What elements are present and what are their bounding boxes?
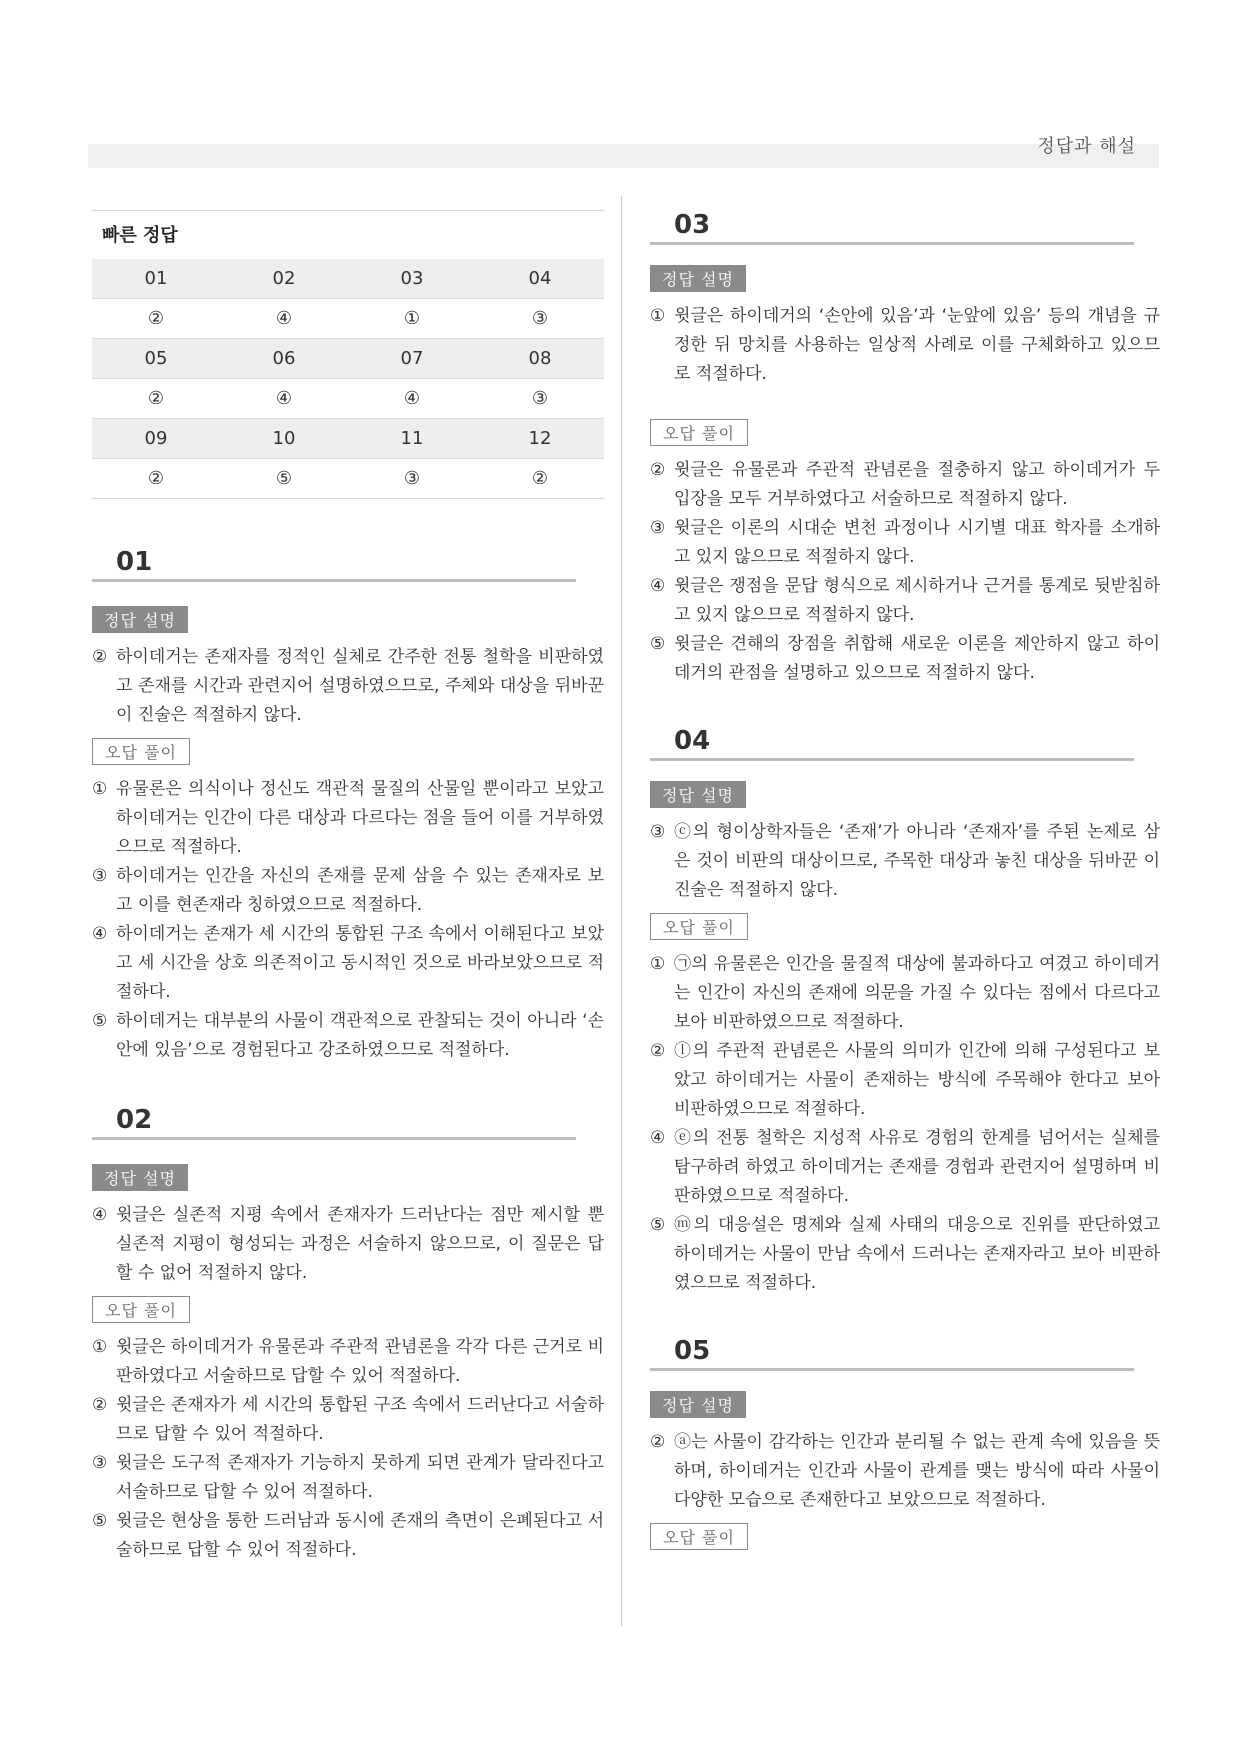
wrong-explanation-tag: 오답 풀이 — [650, 419, 748, 446]
explanation-item — [650, 572, 1160, 630]
choice-mark: ② — [92, 647, 108, 667]
explanation-text: 하이데거는 존재자를 정적인 실체로 간주한 전통 철학을 비판하였고 존재를 시간과 관련지어 설명하였으므로, 주체와 대상을 뒤바꾼 이 진술은 적절하지 않다. — [116, 647, 604, 725]
quick-answers-title: 빠른 정답 — [92, 210, 604, 255]
explanation-item — [92, 1201, 604, 1288]
question-number: 12 — [476, 419, 604, 459]
question-number: 03 — [348, 259, 476, 299]
correct-explanation-tag: 정답 설명 — [92, 1164, 188, 1191]
explanation-text: ㉠의 유물론은 인간을 물질적 대상에 불과하다고 여겼고 하이데거는 인간이 자신의 존재에 의문을 가질 수 있다는 점에서 다르다고 보아 비판하였으므로 적절하다. — [674, 954, 1160, 1032]
choice-mark: ① — [92, 779, 108, 799]
explanation-item — [92, 1333, 604, 1391]
wrong-explanation-tag: 오답 풀이 — [650, 913, 748, 940]
question-number: 02 — [220, 259, 348, 299]
answer-mark: ① — [348, 299, 476, 339]
explanation-item — [650, 1124, 1160, 1211]
answer-mark: ④ — [220, 379, 348, 419]
section-number: 05 — [650, 1336, 1134, 1371]
explanation-text: 윗글은 하이데거의 ‘손안에 있음’과 ‘눈앞에 있음’ 등의 개념을 규정한 뒤 망치를 사용하는 일상적 사례로 이를 구체화하고 있으므로 적절하다. — [674, 306, 1160, 384]
explanation-text: ⓐ는 사물이 감각하는 인간과 분리될 수 없는 관계 속에 있음을 뜻하며, 하이데거는 인간과 사물이 관계를 맺는 방식에 따라 사물이 다양한 모습으로 존재한다고 보았으므로 적절하다. — [674, 1432, 1160, 1510]
answer-mark: ② — [92, 459, 220, 499]
explanation-item — [650, 456, 1160, 514]
choice-mark: ③ — [92, 866, 108, 886]
question-section-05 — [650, 1336, 1160, 1550]
explanation-text: 윗글은 실존적 지평 속에서 존재자가 드러난다는 점만 제시할 뿐 실존적 지평이 형성되는 과정은 서술하지 않으므로, 이 질문은 답할 수 없어 적절하지 않다. — [116, 1205, 604, 1283]
section-number: 04 — [650, 726, 1134, 761]
correct-explanation-tag: 정답 설명 — [650, 1391, 746, 1418]
explanation-text: 윗글은 현상을 통한 드러남과 동시에 존재의 측면이 은폐된다고 서술하므로 답할 수 있어 적절하다. — [116, 1511, 604, 1560]
explanation-item — [92, 643, 604, 730]
question-section-01 — [92, 547, 604, 1065]
explanation-item — [650, 1211, 1160, 1298]
choice-mark: ⑤ — [650, 1215, 666, 1235]
explanation-item — [650, 950, 1160, 1037]
correct-explanation-tag: 정답 설명 — [650, 781, 746, 808]
choice-mark: ③ — [650, 822, 666, 842]
choice-mark: ⑤ — [650, 634, 666, 654]
wrong-explanation-tag: 오답 풀이 — [92, 738, 190, 765]
quick-answers-table — [92, 259, 604, 499]
question-number: 08 — [476, 339, 604, 379]
choice-mark: ③ — [92, 1453, 108, 1473]
header-bar — [88, 144, 1159, 168]
section-number: 03 — [650, 210, 1134, 245]
answer-mark: ② — [92, 379, 220, 419]
choice-mark: ② — [650, 460, 666, 480]
column-divider — [621, 196, 622, 1626]
choice-mark: ④ — [92, 924, 108, 944]
table-row — [92, 299, 604, 339]
section-number: 01 — [92, 547, 576, 582]
answer-mark: ③ — [476, 379, 604, 419]
choice-mark: ① — [650, 306, 666, 326]
explanation-item — [650, 630, 1160, 688]
answer-mark: ② — [92, 299, 220, 339]
explanation-item — [650, 302, 1160, 389]
answer-mark: ④ — [348, 379, 476, 419]
correct-explanation-tag: 정답 설명 — [92, 606, 188, 633]
explanation-text: ⓔ의 전통 철학은 지성적 사유로 경험의 한계를 넘어서는 실체를 탐구하려 하였고 하이데거는 존재를 경험과 관련지어 설명하며 비판하였으므로 적절하다. — [674, 1128, 1160, 1206]
answer-mark: ④ — [220, 299, 348, 339]
explanation-item — [92, 1507, 604, 1565]
table-row — [92, 379, 604, 419]
question-section-02 — [92, 1105, 604, 1565]
explanation-text: 하이데거는 존재가 세 시간의 통합된 구조 속에서 이해된다고 보았고 세 시간을 상호 의존적이고 동시적인 것으로 바라보았으므로 적절하다. — [116, 924, 604, 1002]
choice-mark: ⑤ — [92, 1511, 108, 1531]
choice-mark: ① — [92, 1337, 108, 1357]
question-number: 10 — [220, 419, 348, 459]
right-column — [650, 210, 1160, 1550]
question-number: 11 — [348, 419, 476, 459]
page-title: 정답과 해설 — [1037, 136, 1136, 157]
explanation-text: ⓒ의 형이상학자들은 ‘존재’가 아니라 ‘존재자’를 주된 논제로 삼은 것이 비판의 대상이므로, 주목한 대상과 놓친 대상을 뒤바꾼 이 진술은 적절하지 않다. — [674, 822, 1160, 900]
explanation-text: 하이데거는 인간을 자신의 존재를 문제 삼을 수 있는 존재자로 보고 이를 현존재라 칭하였으므로 적절하다. — [116, 866, 604, 915]
explanation-item — [92, 862, 604, 920]
section-number: 02 — [92, 1105, 576, 1140]
explanation-item — [92, 1449, 604, 1507]
explanation-item — [650, 514, 1160, 572]
explanation-text: 윗글은 유물론과 주관적 관념론을 절충하지 않고 하이데거가 두 입장을 모두 거부하였다고 서술하므로 적절하지 않다. — [674, 460, 1160, 509]
explanation-item — [92, 1391, 604, 1449]
question-number: 04 — [476, 259, 604, 299]
choice-mark: ③ — [650, 518, 666, 538]
explanation-text: 윗글은 존재자가 세 시간의 통합된 구조 속에서 드러난다고 서술하므로 답할 수 있어 적절하다. — [116, 1395, 604, 1444]
table-row — [92, 259, 604, 299]
choice-mark: ① — [650, 954, 666, 974]
choice-mark: ④ — [92, 1205, 108, 1225]
explanation-item — [92, 1007, 604, 1065]
explanation-text: 윗글은 견해의 장점을 취합해 새로운 이론을 제안하지 않고 하이데거의 관점을 설명하고 있으므로 적절하지 않다. — [674, 634, 1160, 683]
explanation-item — [650, 818, 1160, 905]
explanation-text: 윗글은 도구적 존재자가 기능하지 못하게 되면 관계가 달라진다고 서술하므로 답할 수 있어 적절하다. — [116, 1453, 604, 1502]
explanation-text: 윗글은 이론의 시대순 변천 과정이나 시기별 대표 학자를 소개하고 있지 않으므로 적절하지 않다. — [674, 518, 1160, 567]
explanation-item — [650, 1037, 1160, 1124]
question-number: 01 — [92, 259, 220, 299]
question-section-04 — [650, 726, 1160, 1298]
explanation-item — [92, 775, 604, 862]
question-section-03 — [650, 210, 1160, 688]
table-row — [92, 459, 604, 499]
explanation-text: 윗글은 하이데거가 유물론과 주관적 관념론을 각각 다른 근거로 비판하였다고 서술하므로 답할 수 있어 적절하다. — [116, 1337, 604, 1386]
question-number: 09 — [92, 419, 220, 459]
wrong-explanation-tag: 오답 풀이 — [92, 1296, 190, 1323]
explanation-text: 윗글은 쟁점을 문답 형식으로 제시하거나 근거를 통계로 뒷받침하고 있지 않으므로 적절하지 않다. — [674, 576, 1160, 625]
choice-mark: ④ — [650, 1128, 666, 1148]
choice-mark: ④ — [650, 576, 666, 596]
choice-mark: ② — [92, 1395, 108, 1415]
explanation-text: ⓜ의 대응설은 명제와 실제 사태의 대응으로 진위를 판단하였고 하이데거는 사물이 만남 속에서 드러나는 존재자라고 보아 비판하였으므로 적절하다. — [674, 1215, 1160, 1293]
answer-mark: ③ — [348, 459, 476, 499]
question-number: 05 — [92, 339, 220, 379]
explanation-text: 유물론은 의식이나 정신도 객관적 물질의 산물일 뿐이라고 보았고 하이데거는 인간이 다른 대상과 다르다는 점을 들어 이를 거부하였으므로 적절하다. — [116, 779, 604, 857]
answer-mark: ② — [476, 459, 604, 499]
answer-mark: ③ — [476, 299, 604, 339]
wrong-explanation-tag: 오답 풀이 — [650, 1523, 748, 1550]
explanation-text: ⓛ의 주관적 관념론은 사물의 의미가 인간에 의해 구성된다고 보았고 하이데거는 사물이 존재하는 방식에 주목해야 한다고 보아 비판하였으므로 적절하다. — [674, 1041, 1160, 1119]
explanation-text: 하이데거는 대부분의 사물이 객관적으로 관찰되는 것이 아니라 ‘손안에 있음’으로 경험된다고 강조하였으므로 적절하다. — [116, 1011, 604, 1060]
correct-explanation-tag: 정답 설명 — [650, 265, 746, 292]
table-row — [92, 419, 604, 459]
choice-mark: ② — [650, 1041, 666, 1061]
choice-mark: ② — [650, 1432, 666, 1452]
question-number: 07 — [348, 339, 476, 379]
table-row — [92, 339, 604, 379]
choice-mark: ⑤ — [92, 1011, 108, 1031]
question-number: 06 — [220, 339, 348, 379]
explanation-item — [650, 1428, 1160, 1515]
answer-mark: ⑤ — [220, 459, 348, 499]
explanation-item — [92, 920, 604, 1007]
left-column — [92, 210, 604, 1565]
